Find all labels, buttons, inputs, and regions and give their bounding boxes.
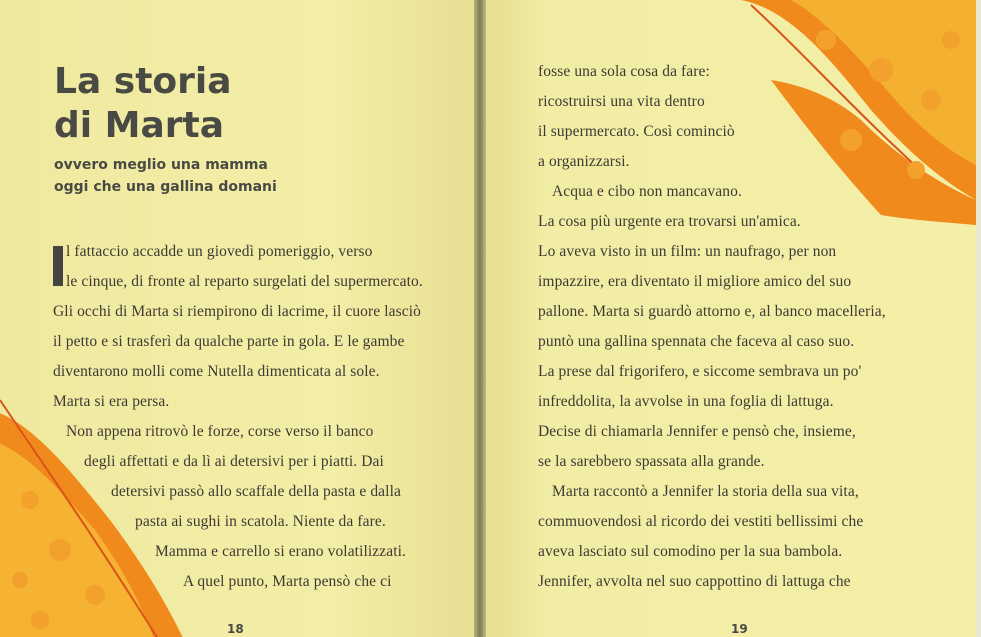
right-page bbox=[486, 0, 976, 637]
scan-right-edge bbox=[976, 0, 981, 637]
body-line: a organizzarsi. bbox=[538, 153, 630, 170]
body-line: La cosa più urgente era trovarsi un'amica. bbox=[538, 213, 801, 230]
body-line: impazzire, era diventato il migliore amico del suo bbox=[538, 273, 852, 290]
body-line: La prese dal frigorifero, e siccome sembrava un po' bbox=[538, 363, 862, 380]
body-line: Non appena ritrovò le forze, corse verso il banco bbox=[66, 423, 374, 440]
body-line: l fattaccio accadde un giovedì pomeriggio, verso bbox=[66, 243, 373, 260]
page-number-left: 18 bbox=[227, 622, 244, 636]
body-line: pallone. Marta si guardò attorno e, al banco macelleria, bbox=[538, 303, 886, 320]
body-line: il supermercato. Così cominciò bbox=[538, 123, 735, 140]
body-line: diventarono molli come Nutella dimenticata al sole. bbox=[53, 363, 380, 380]
body-line: Lo aveva visto in un film: un naufrago, per non bbox=[538, 243, 837, 260]
body-line: detersivi passò allo scaffale della pasta e dalla bbox=[111, 483, 401, 500]
feather-illustration-right bbox=[731, 0, 976, 230]
body-line: puntò una gallina spennata che faceva al caso suo. bbox=[538, 333, 855, 350]
body-line: ricostruirsi una vita dentro bbox=[538, 93, 705, 110]
body-line: Jennifer, avvolta nel suo cappottino di lattuga che bbox=[538, 573, 851, 590]
dropcap bbox=[53, 246, 63, 286]
body-line: A quel punto, Marta pensò che ci bbox=[183, 573, 392, 590]
body-line: il petto e si trasferì da qualche parte in gola. E le gambe bbox=[53, 333, 405, 350]
title-line-2: di Marta bbox=[54, 105, 225, 146]
book-gutter bbox=[474, 0, 486, 637]
subtitle-line-2: oggi che una gallina domani bbox=[54, 179, 277, 195]
chapter-subtitle bbox=[54, 154, 277, 198]
subtitle-line-1: ovvero meglio una mamma bbox=[54, 157, 268, 173]
body-line: degli affettati e da lì ai detersivi per i piatti. Dai bbox=[84, 453, 384, 470]
chapter-title bbox=[54, 60, 232, 148]
body-line: Marta si era persa. bbox=[53, 393, 170, 410]
body-line: fosse una sola cosa da fare: bbox=[538, 63, 710, 80]
body-line: infreddolita, la avvolse in una foglia di lattuga. bbox=[538, 393, 834, 410]
body-line: Acqua e cibo non mancavano. bbox=[552, 183, 742, 200]
body-line: se la sarebbero spassata alla grande. bbox=[538, 453, 765, 470]
body-line: Marta raccontò a Jennifer la storia della sua vita, bbox=[552, 483, 859, 500]
body-line: pasta ai sughi in scatola. Niente da fare. bbox=[135, 513, 386, 530]
body-line: Decise di chiamarla Jennifer e pensò che, insieme, bbox=[538, 423, 856, 440]
body-line: commuovendosi al ricordo dei vestiti bellissimi che bbox=[538, 513, 864, 530]
body-line: Mamma e carrello si erano volatilizzati. bbox=[155, 543, 407, 560]
feather-illustration-left bbox=[0, 380, 200, 637]
title-line-1: La storia bbox=[54, 61, 232, 102]
body-line: aveva lasciato sul comodino per la sua bambola. bbox=[538, 543, 843, 560]
left-page bbox=[0, 0, 474, 637]
body-line: Gli occhi di Marta si riempirono di lacrime, il cuore lasciò bbox=[53, 303, 421, 320]
page-number-right: 19 bbox=[731, 622, 748, 636]
body-line: le cinque, di fronte al reparto surgelati del supermercato. bbox=[66, 273, 423, 290]
